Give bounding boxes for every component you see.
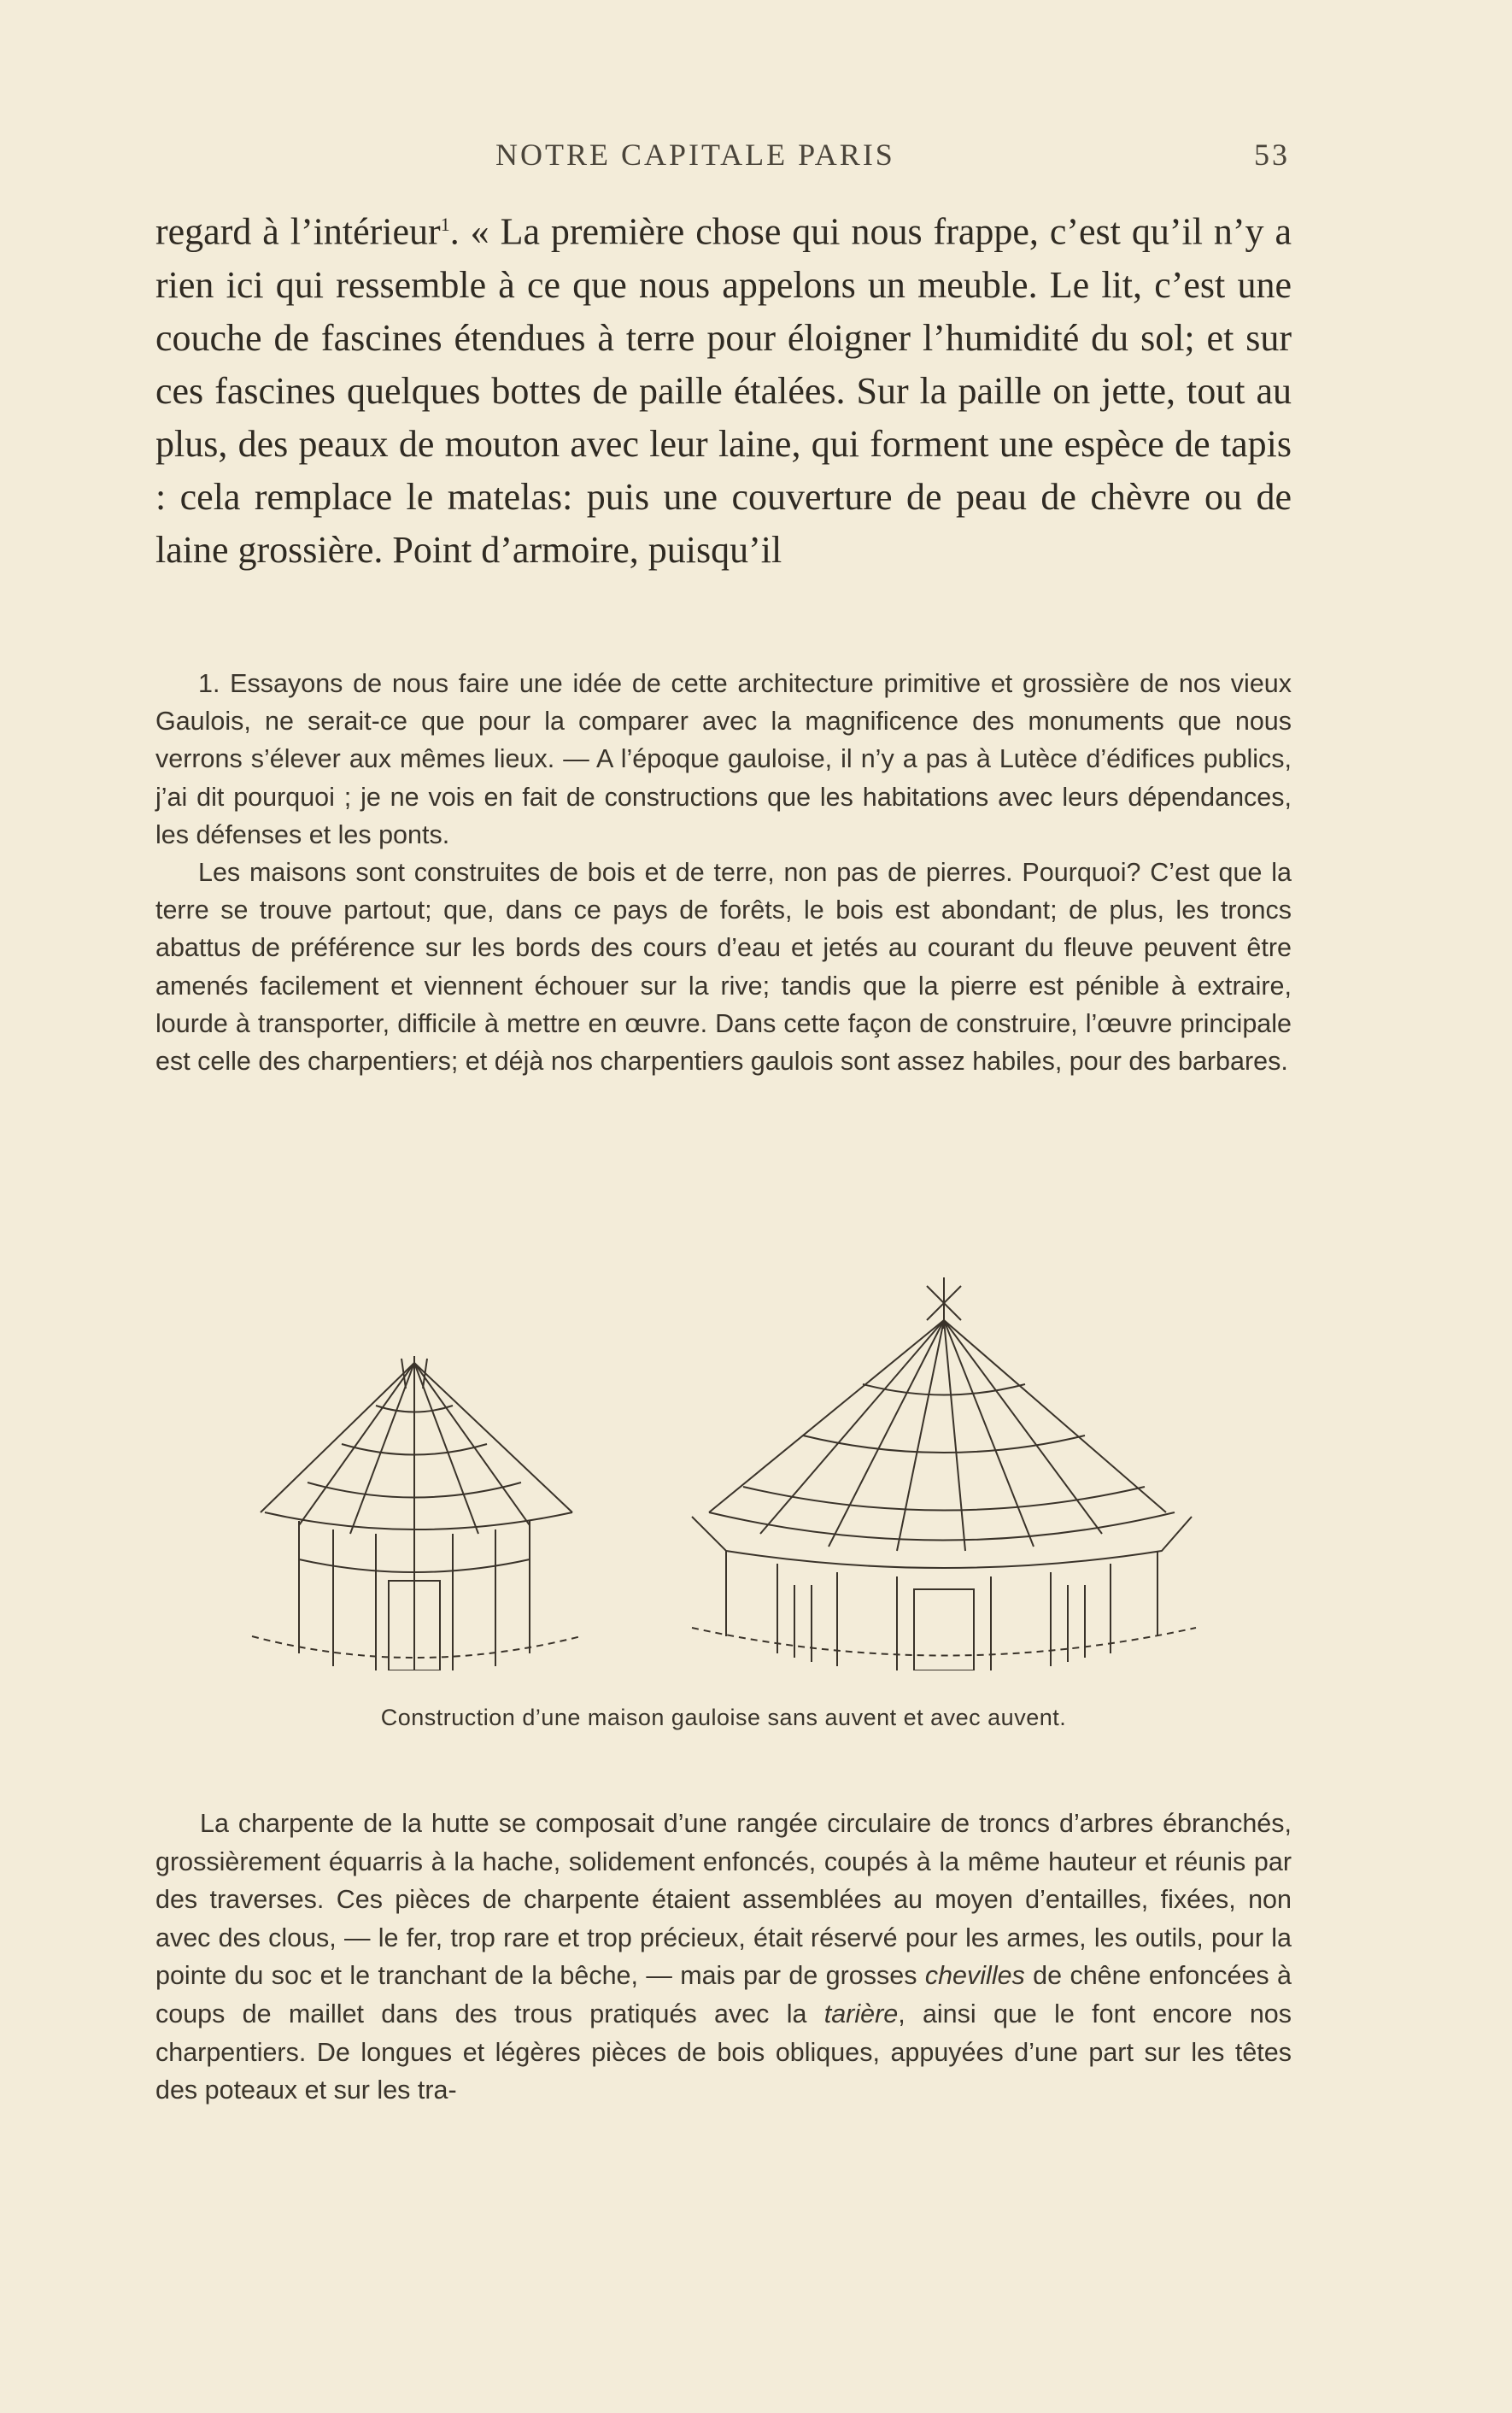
page-number: 53 bbox=[1254, 138, 1290, 172]
main-text-part-2: . « La première chose qui nous frappe, c’est qu’il n’y a rien ici qui ressemble à ce que nous appelons un meuble. Le lit, c’est une couche de fascines étendues à terre pour éloigner l’humidité du sol; et sur ces fascines quelques bottes de paille étalées. Sur la paille on jette, tout au plus, des peaux de mouton avec leur laine, qui forment une espèce de tapis : cela remplace le matelas: puis une couverture de peau de chèvre ou de laine grossière. Point d’armoire, puisqu’il bbox=[155, 210, 1292, 571]
figure-caption: Construction d’une maison gauloise sans auvent et avec auvent. bbox=[380, 1705, 1067, 1730]
footnote-paragraph-1: 1. Essayons de nous faire une idée de cette architecture primitive et grossière de nos vieux Gaulois, ne serait-ce que pour la comparer avec la magnificence des monuments que nous verrons s’élever aux mêmes lieux. — A l’époque gauloise, il n’y a pas à Lutèce d’édifices publics, j’ai dit pourquoi ; je ne vois en fait de constructions que les habitations avec leurs dépendances, les défenses et les ponts. bbox=[155, 669, 1292, 849]
footnote bbox=[155, 665, 1292, 1080]
hut-construction-figure bbox=[248, 1277, 1204, 1670]
hut-illustration bbox=[248, 1277, 1204, 1670]
body-paragraph bbox=[155, 1805, 1292, 2110]
footnote-paragraph-2: Les maisons sont construites de bois et de terre, non pas de pierres. Pourquoi? C’est que la terre se trouve partout; que, dans ce pays de forêts, le bois est abondant; de plus, les troncs abattus de préférence sur les bords des cours d’eau et jetés au courant du fleuve peuvent être amenés facilement et viennent échouer sur la rive; tandis que la pierre est pénible à extraire, lourde à transporter, difficile à mettre en œuvre. Dans cette façon de construire, l’œuvre principale est celle des charpentiers; et déjà nos charpentiers gaulois sont assez habiles, pour des barbares. bbox=[155, 858, 1292, 1077]
hut-without-awning bbox=[252, 1356, 581, 1670]
body-text-3: , ainsi que le font encore nos charpentiers. De longues et légères pièces de bois obliques, appuyées d’une part sur les têtes des poteaux et sur les tra- bbox=[155, 1999, 1292, 2105]
body-emphasis-chevilles: chevilles bbox=[924, 1961, 1025, 1991]
running-title: NOTRE CAPITALE PARIS bbox=[495, 138, 895, 172]
footnote-reference: 1 bbox=[440, 214, 450, 235]
main-text-part-1: regard à l’intérieur bbox=[155, 210, 441, 253]
body-text-2: de chêne enfoncées à coups de maillet dans des trous pratiqués avec la bbox=[155, 1961, 1292, 2028]
main-text bbox=[155, 198, 1292, 577]
body-emphasis-tariere: tarière bbox=[823, 1999, 899, 2028]
hut-with-awning bbox=[692, 1277, 1196, 1670]
body-text-1: La charpente de la hutte se composait d’une rangée circulaire de troncs d’arbres ébranchés, grossièrement équarris à la hache, solidement enfoncés, coupés à la même hauteur et réunis par des traverses. Ces pièces de charpente étaient assemblées au moyen d’entailles, fixées, non avec des clous, — le fer, trop rare et trop précieux, était réservé pour les armes, les outils, pour la pointe du soc et le tranchant de la bêche, — mais par de grosses bbox=[155, 1809, 1292, 1991]
